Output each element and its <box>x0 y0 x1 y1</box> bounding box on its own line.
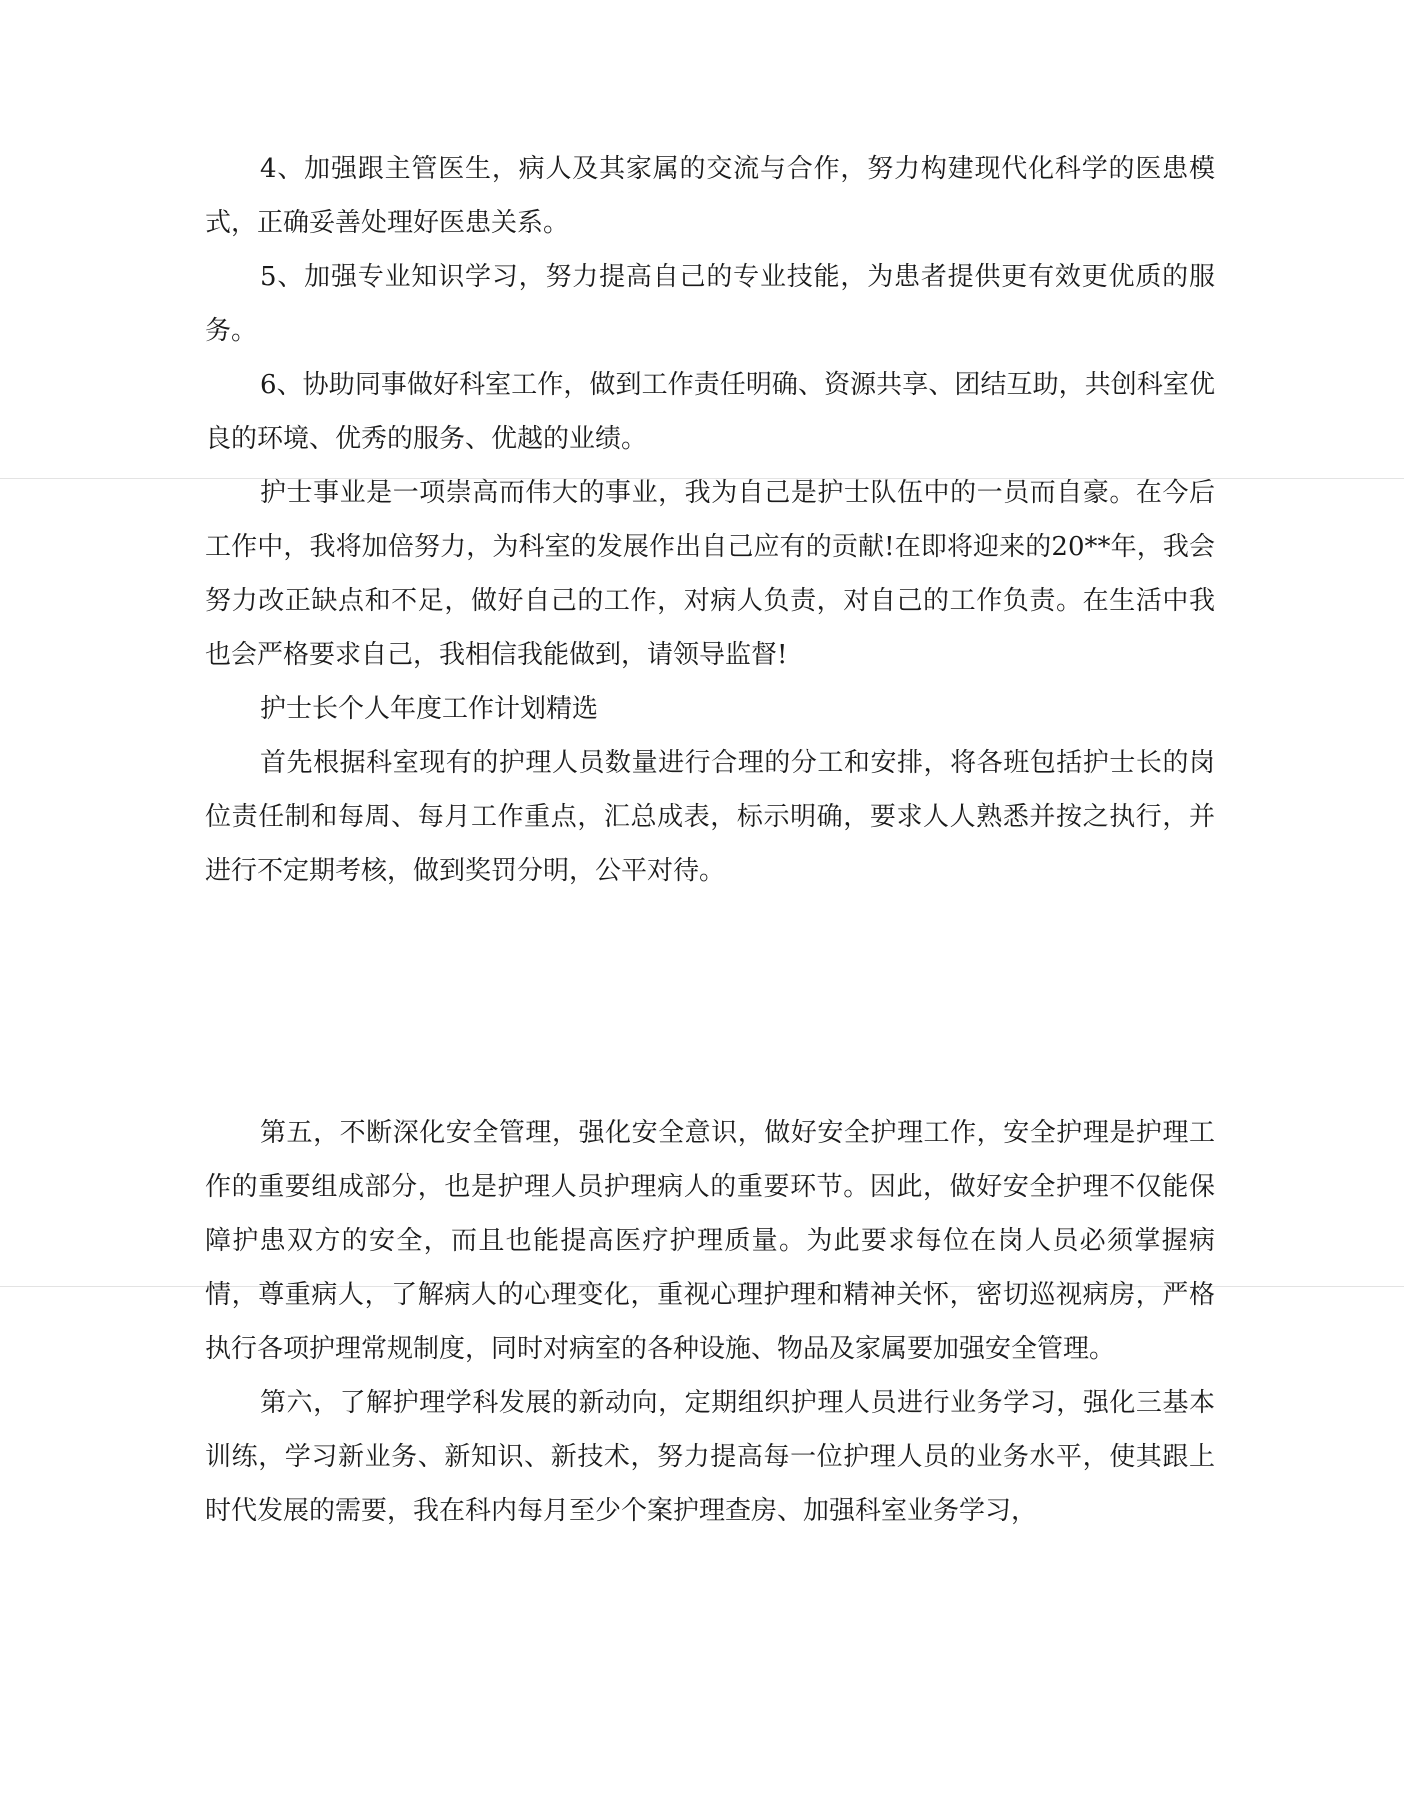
text-section-upper <box>205 142 1215 898</box>
paragraph-fifth-safety: 第五，不断深化安全管理，强化安全意识，做好安全护理工作，安全护理是护理工作的重要组成部分，也是护理人员护理病人的重要环节。因此，做好安全护理不仅能保障护患双方的安全，而且也能提高医疗护理质量。为此要求每位在岗人员必须掌握病情，尊重病人，了解病人的心理变化，重视心理护理和精神关怀，密切巡视病房，严格执行各项护理常规制度，同时对病室的各种设施、物品及家属要加强安全管理。 <box>205 1118 1215 1364</box>
paragraph-item-5: 5、加强专业知识学习，努力提高自己的专业技能，为患者提供更有效更优质的服务。 <box>205 262 1215 346</box>
paragraph-division-of-work: 首先根据科室现有的护理人员数量进行合理的分工和安排，将各班包括护士长的岗位责任制和每周、每月工作重点，汇总成表，标示明确，要求人人熟悉并按之执行，并进行不定期考核，做到奖罚分明，公平对待。 <box>205 748 1215 886</box>
section-heading: 护士长个人年度工作计划精选 <box>260 694 599 724</box>
paragraph-nursing-career: 护士事业是一项崇高而伟大的事业，我为自己是护士队伍中的一员而自豪。在今后工作中，我将加倍努力，为科室的发展作出自己应有的贡献!在即将迎来的20**年，我会努力改正缺点和不足，做好自己的工作，对病人负责，对自己的工作负责。在生活中我也会严格要求自己，我相信我能做到，请领导监督! <box>205 478 1215 670</box>
paragraph-sixth-learning: 第六，了解护理学科发展的新动向，定期组织护理人员进行业务学习，强化三基本训练，学习新业务、新知识、新技术，努力提高每一位护理人员的业务水平，使其跟上时代发展的需要，我在科内每月至少个案护理查房、加强科室业务学习， <box>205 1388 1215 1526</box>
text-section-lower <box>205 1106 1215 1538</box>
paragraph-item-4: 4、加强跟主管医生，病人及其家属的交流与合作，努力构建现代化科学的医患模式，正确妥善处理好医患关系。 <box>205 154 1215 238</box>
paragraph-item-6: 6、协助同事做好科室工作，做到工作责任明确、资源共享、团结互助，共创科室优良的环境、优秀的服务、优越的业绩。 <box>205 370 1215 454</box>
